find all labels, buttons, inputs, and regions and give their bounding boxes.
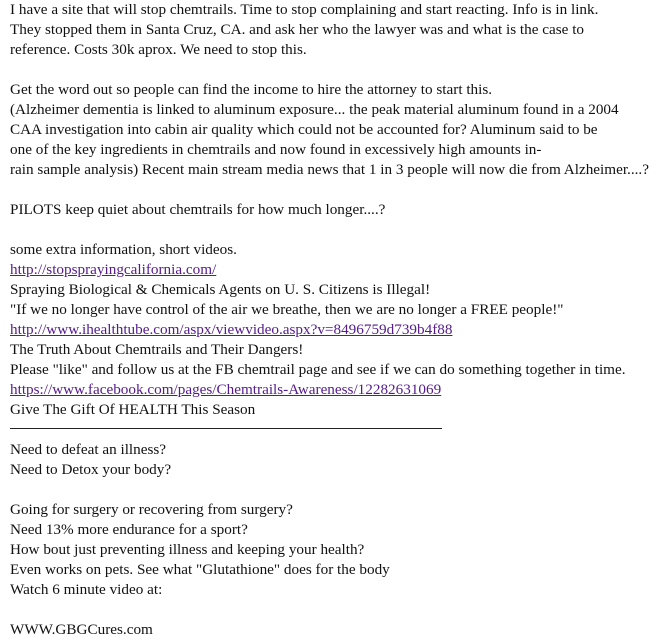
detox-question: Need to Detox your body?: [10, 461, 172, 478]
link-row-1: [10, 260, 660, 280]
horizontal-rule: [10, 428, 442, 429]
paragraph1-line-2: They stopped them in Santa Cruz, CA. and ask her who the lawyer was and what is the case to: [10, 21, 585, 38]
illegal-statement: Spraying Biological & Chemicals Agents on U. S. Citizens is Illegal!: [10, 281, 431, 298]
stopspraying-link[interactable]: http://stopsprayingcalifornia.com/: [10, 261, 217, 278]
illness-question: Need to defeat an illness?: [10, 441, 167, 458]
pilots-line: PILOTS keep quiet about chemtrails for how much longer....?: [10, 201, 386, 218]
truth-heading: The Truth About Chemtrails and Their Dangers!: [10, 341, 304, 358]
spacer: [10, 60, 660, 80]
health-line-5: Watch 6 minute video at:: [10, 581, 163, 598]
spacer: [10, 180, 660, 200]
health-line-3: How bout just preventing illness and keeping your health?: [10, 541, 365, 558]
spacer: [10, 480, 660, 500]
air-quote: "If we no longer have control of the air we breathe, then we are no longer a FREE people!": [10, 301, 564, 318]
extra-info-intro: some extra information, short videos.: [10, 241, 237, 258]
spacer: [10, 220, 660, 240]
health-line-1: Going for surgery or recovering from surgery?: [10, 501, 293, 518]
website-text: WWW.GBGCures.com: [10, 621, 153, 638]
paragraph2-line-5: rain sample analysis) Recent main stream media news that 1 in 3 people will now die from Alzheimer....?: [10, 161, 649, 178]
paragraph2-line-3: CAA investigation into cabin air quality which could not be accounted for? Aluminum said to be: [10, 121, 598, 138]
paragraph2-line-1: Get the word out so people can find the income to hire the attorney to start this.: [10, 81, 493, 98]
paragraph2-line-4: one of the key ingredients in chemtrails and now found in excessively high amounts in-: [10, 141, 542, 158]
post-body: [10, 0, 660, 640]
ihealthtube-link[interactable]: http://www.ihealthtube.com/aspx/viewvideo.aspx?v=8496759d739b4f88: [10, 321, 453, 338]
health-line-4: Even works on pets. See what "Glutathione" does for the body: [10, 561, 390, 578]
gift-line: Give The Gift Of HEALTH This Season: [10, 401, 256, 418]
link-row-2: [10, 320, 660, 340]
spacer: [10, 600, 660, 620]
facebook-page-link[interactable]: https://www.facebook.com/pages/Chemtrails-Awareness/12282631069: [10, 381, 442, 398]
link-row-3: [10, 380, 660, 400]
paragraph1-line-1: I have a site that will stop chemtrails. Time to stop complaining and start reacting. Info is in link.: [10, 1, 599, 18]
health-line-2: Need 13% more endurance for a sport?: [10, 521, 248, 538]
paragraph2-line-2: (Alzheimer dementia is linked to aluminum exposure... the peak material aluminum found in a 2004: [10, 101, 619, 118]
paragraph1-line-3: reference. Costs 30k aprox. We need to stop this.: [10, 41, 307, 58]
please-like-line: Please "like" and follow us at the FB chemtrail page and see if we can do something together in time.: [10, 361, 626, 378]
